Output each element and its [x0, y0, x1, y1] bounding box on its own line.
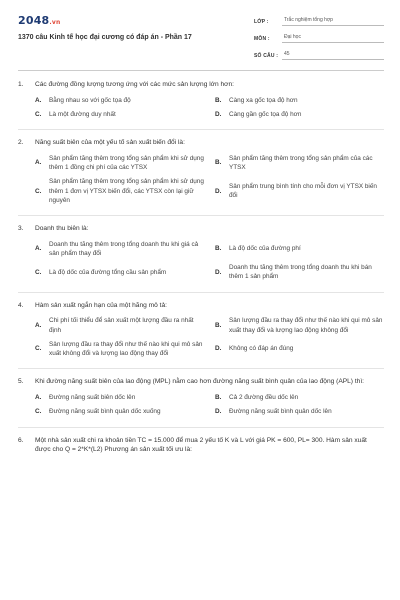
option-letter: A. [35, 245, 42, 253]
question-number: 1. [18, 81, 24, 88]
question-text: Một nhà sản xuất chi ra khoản tiền TC = 15.000 để mua 2 yếu tố K và L với giá PK = 600, PL= 300. Hàm sản xuất được cho Q = 2*K*(L2) Phương án sản xuất tối ưu là: [35, 436, 367, 454]
option-b[interactable] [215, 393, 385, 402]
meta-label: MÔN : [254, 35, 270, 42]
logo-suffix: .vn [49, 19, 61, 26]
question-divider [18, 292, 384, 293]
option-letter: B. [215, 321, 222, 329]
option-text: Đường năng suất biên dốc lên [49, 393, 136, 401]
document-title: 1370 câu Kinh tế học đại cương có đáp án - Phần 17 [18, 34, 192, 41]
option-grid [18, 240, 384, 282]
question-5 [18, 377, 384, 416]
option-grid [18, 96, 384, 120]
question-2 [18, 138, 384, 205]
option-text: Càng gần gốc tọa độ hơn [229, 110, 302, 118]
option-grid [18, 393, 384, 417]
option-grid [18, 316, 384, 358]
question-stem [18, 436, 384, 455]
question-divider [18, 129, 384, 130]
option-letter: D. [215, 187, 222, 195]
option-text: Doanh thu tăng thêm trong tổng doanh thu khi bán thêm 1 sản phẩm [229, 264, 372, 281]
meta-value: 45 [282, 51, 384, 60]
option-a[interactable] [35, 393, 205, 402]
question-text: Hàm sản xuất ngắn hạn của một hãng mô tả: [35, 301, 167, 309]
meta-row-subject [254, 29, 384, 43]
option-letter: A. [35, 96, 42, 104]
option-a[interactable] [35, 240, 205, 259]
option-text: Sản phẩm tăng thêm trong tổng sản phẩm khi sử dụng thêm 1 đơn vị YTSX biến đổi, các YTSX còn lại giữ nguyên [49, 178, 204, 204]
question-text: Năng suất biên của một yếu tố sản xuất biến đổi là: [35, 139, 185, 147]
option-letter: C. [35, 187, 42, 195]
option-letter: B. [215, 96, 222, 104]
option-letter: D. [215, 110, 222, 118]
question-text: Các đường đồng lượng tương ứng với các mức sản lượng lớn hơn: [35, 81, 234, 88]
meta-row-count [254, 46, 384, 60]
question-4 [18, 301, 384, 359]
option-c[interactable] [35, 177, 205, 205]
option-letter: B. [215, 159, 222, 167]
question-number: 2. [18, 139, 24, 147]
option-letter: D. [215, 345, 222, 353]
question-divider [18, 368, 384, 369]
option-text: Sản lượng đầu ra thay đổi như thế nào khi qui mô sản xuất thay đổi và lượng lao động không đổi [229, 317, 383, 334]
option-c[interactable] [35, 263, 205, 282]
logo-main: 2048 [18, 14, 50, 27]
option-text: Đường năng suất bình quân dốc xuống [49, 408, 161, 416]
option-text: Là một đường duy nhất [49, 110, 116, 118]
question-stem [18, 377, 384, 387]
option-text: Sản lượng đầu ra thay đổi như thế nào khi qui mô sản xuất không đổi và lượng lao động thay đổi [49, 340, 203, 358]
option-b[interactable] [215, 96, 385, 105]
option-letter: A. [35, 321, 42, 329]
meta-label: LỚP : [254, 18, 269, 25]
option-c[interactable] [35, 407, 205, 416]
meta-row-class [254, 12, 384, 26]
page-header [0, 0, 400, 68]
question-stem [18, 80, 384, 90]
question-stem [18, 138, 384, 148]
meta-label: SỐ CÂU : [254, 52, 279, 59]
option-letter: A. [35, 393, 42, 401]
option-text: Là độ dốc của đường phí [229, 245, 301, 253]
question-1 [18, 80, 384, 119]
option-text: Chi phí tối thiểu để sản xuất một lượng đầu ra nhất định [49, 317, 194, 334]
option-a[interactable] [35, 96, 205, 105]
option-text: Sản phẩm trung bình tính cho mỗi đơn vị YTSX biến đổi [229, 182, 377, 200]
option-letter: D. [215, 408, 222, 416]
question-list [18, 80, 384, 465]
question-number: 4. [18, 301, 24, 309]
site-logo[interactable] [18, 13, 60, 29]
option-letter: A. [35, 159, 42, 167]
option-letter: B. [215, 245, 222, 253]
question-stem [18, 224, 384, 234]
question-3 [18, 224, 384, 282]
question-number: 6. [18, 436, 24, 444]
question-number: 3. [18, 225, 24, 233]
meta-value: Trắc nghiệm tổng hợp [282, 17, 384, 26]
question-divider [18, 215, 384, 216]
question-stem [18, 301, 384, 311]
option-letter: C. [35, 408, 42, 416]
option-d[interactable] [215, 340, 385, 359]
option-text: Bằng nhau so với gốc tọa độ [49, 96, 131, 104]
option-letter: C. [35, 110, 42, 118]
option-text: Không có đáp án đúng [229, 345, 294, 353]
option-text: Doanh thu tăng thêm trong tổng doanh thu khi giá cả sản phẩm thay đổi [49, 240, 199, 257]
header-divider [18, 70, 384, 71]
option-b[interactable] [215, 240, 385, 259]
question-number: 5. [18, 378, 24, 386]
option-text: Sản phẩm tăng thêm trong tổng sản phẩm khi sử dụng thêm 1 đồng chi phí của các YTSX [49, 154, 204, 171]
option-letter: C. [35, 345, 42, 353]
option-text: Cả 2 đường đều dốc lên [229, 393, 299, 401]
option-d[interactable] [215, 407, 385, 416]
option-b[interactable] [215, 154, 385, 173]
option-a[interactable] [35, 316, 205, 335]
option-letter: C. [35, 268, 42, 276]
option-d[interactable] [215, 263, 385, 282]
meta-value: Đại học [282, 34, 384, 43]
option-text: Đường năng suất bình quân dốc lên [229, 408, 332, 416]
question-text: Khi đường năng suất biên của lao động (MPL) nằm cao hơn đường năng suất bình quân của lao động (APL) thì: [35, 378, 364, 386]
option-a[interactable] [35, 154, 205, 173]
option-c[interactable] [35, 110, 205, 119]
option-text: Là độ dốc của đường tổng cầu sản phẩm [49, 268, 167, 276]
question-text: Doanh thu biên là: [35, 225, 89, 233]
question-6 [18, 436, 384, 455]
question-divider [18, 427, 384, 428]
option-d[interactable] [215, 110, 385, 119]
option-c[interactable] [35, 340, 205, 359]
option-text: Càng xa gốc tọa độ hơn [229, 96, 298, 104]
option-grid [18, 154, 384, 205]
meta-panel [254, 12, 384, 63]
option-d[interactable] [215, 177, 385, 205]
option-letter: D. [215, 268, 222, 276]
option-b[interactable] [215, 316, 385, 335]
option-text: Sản phẩm tăng thêm trong tổng sản phẩm của các YTSX [229, 154, 373, 171]
option-letter: B. [215, 393, 222, 401]
